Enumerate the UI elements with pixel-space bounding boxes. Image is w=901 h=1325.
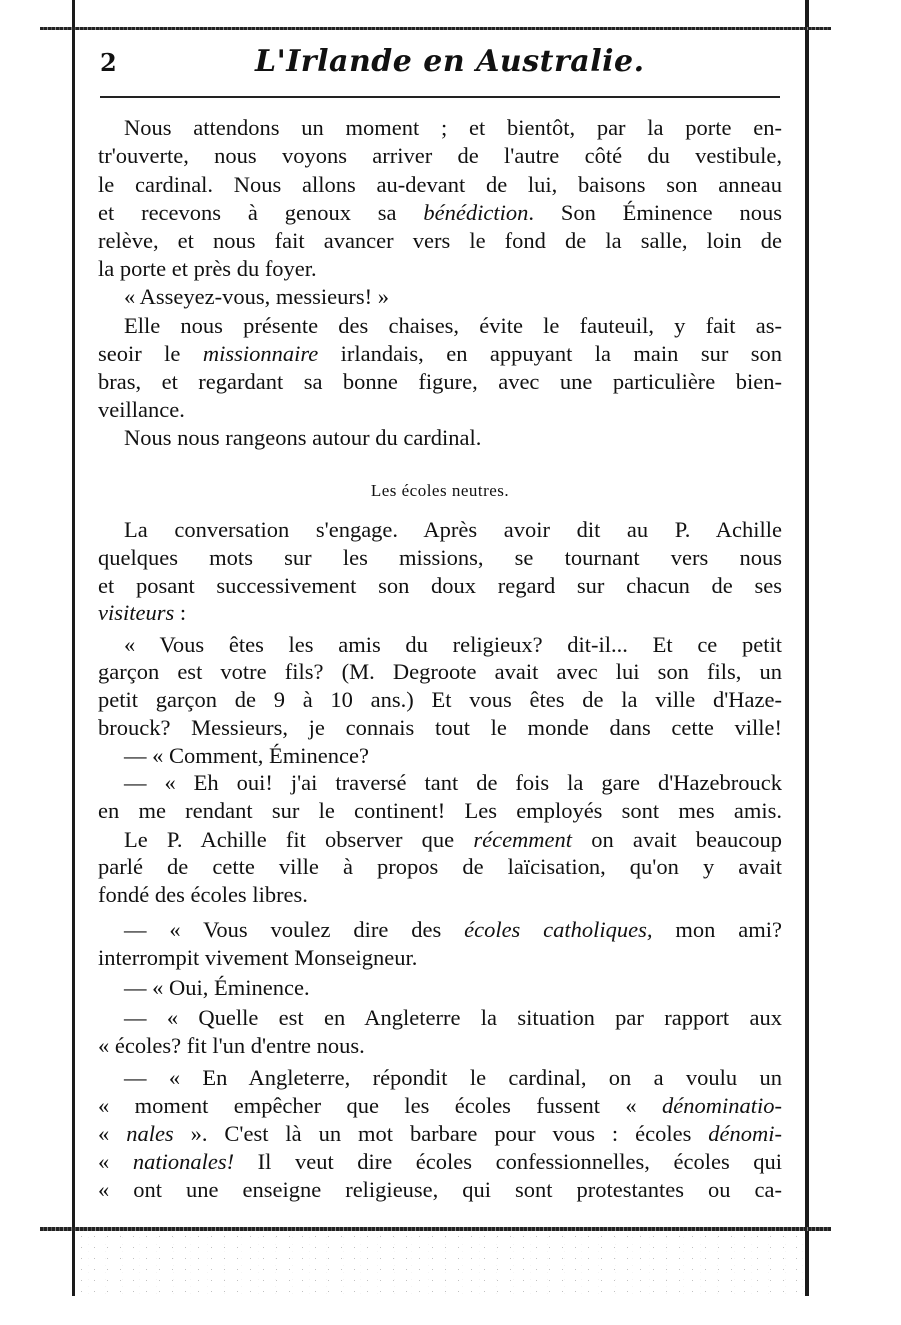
text-line: fondé des écoles libres. bbox=[98, 882, 308, 907]
header-rule bbox=[100, 96, 780, 98]
italic-text: nationales! bbox=[132, 1149, 235, 1174]
text-line: Nous nous rangeons autour du cardinal. bbox=[124, 425, 482, 450]
text-run: et recevons à genoux sa bbox=[98, 200, 424, 225]
text-run: « bbox=[98, 1121, 127, 1146]
text-line bbox=[98, 1120, 782, 1148]
text-run: irlandais, en appuyant la main sur son bbox=[318, 341, 782, 366]
text-run: « moment empêcher que les écoles fussent « bbox=[98, 1093, 663, 1118]
text-line: « Asseyez-vous, messieurs! » bbox=[124, 284, 389, 309]
text-run: — « Vous voulez dire des bbox=[124, 917, 465, 942]
italic-text: écoles catholiques, bbox=[464, 917, 653, 942]
text-line bbox=[98, 916, 782, 944]
text-line: le cardinal. Nous allons au-devant de lui, baisons son anneau bbox=[98, 172, 782, 197]
text-line: visiteurs : bbox=[98, 600, 187, 625]
page-frame-left-rule bbox=[72, 0, 75, 1296]
text-run: seoir le bbox=[98, 341, 203, 366]
text-line bbox=[98, 199, 782, 227]
text-line: interrompit vivement Monseigneur. bbox=[98, 945, 418, 970]
text-line: en me rendant sur le continent! Les employés sont mes amis. bbox=[98, 798, 782, 823]
text-line: garçon est votre fils? (M. Degroote avait avec lui son fils, un bbox=[98, 659, 782, 684]
text-run: Le P. Achille fit observer que bbox=[124, 827, 474, 852]
text-line bbox=[98, 1092, 782, 1120]
text-run: Il veut dire écoles confessionnelles, écoles qui bbox=[234, 1149, 783, 1174]
italic-text: missionnaire bbox=[202, 341, 319, 366]
text-line: « Vous êtes les amis du religieux? dit-il... Et ce petit bbox=[124, 632, 782, 657]
italic-text: bénédiction bbox=[423, 200, 529, 225]
italic-text: dénomi- bbox=[708, 1121, 782, 1146]
italic-text: nales bbox=[126, 1121, 174, 1146]
text-run: mon ami? bbox=[652, 917, 783, 942]
text-line: « ont une enseigne religieuse, qui sont protestantes ou ca- bbox=[98, 1177, 782, 1202]
text-line: parlé de cette ville à propos de laïcisation, qu'on y avait bbox=[98, 854, 782, 879]
scan-noise bbox=[75, 1231, 805, 1296]
italic-text: visiteurs bbox=[98, 600, 175, 625]
text-line: La conversation s'engage. Après avoir dit au P. Achille bbox=[124, 517, 782, 542]
text-line: « écoles? fit l'un d'entre nous. bbox=[98, 1033, 365, 1058]
text-line: et posant successivement son doux regard sur chacun de ses bbox=[98, 573, 782, 598]
text-line: brouck? Messieurs, je connais tout le monde dans cette ville! bbox=[98, 715, 782, 740]
text-line: — « Quelle est en Angleterre la situation par rapport aux bbox=[124, 1005, 782, 1030]
section-heading: Les écoles neutres. bbox=[370, 481, 510, 500]
page-number: 2 bbox=[100, 48, 117, 77]
text-run: on avait beaucoup bbox=[572, 827, 782, 852]
text-line: — « Oui, Éminence. bbox=[124, 975, 310, 1000]
text-run: ». C'est là un mot barbare pour vous : écoles bbox=[173, 1121, 709, 1146]
text-line: Elle nous présente des chaises, évite le fauteuil, y fait as- bbox=[124, 313, 782, 338]
text-run: . Son Éminence nous bbox=[528, 200, 782, 225]
text-line: Nous attendons un moment ; et bientôt, par la porte en- bbox=[124, 115, 782, 140]
text-line bbox=[98, 826, 782, 854]
italic-text: récemment bbox=[473, 827, 573, 852]
page-header bbox=[100, 44, 780, 88]
text-line: la porte et près du foyer. bbox=[98, 256, 317, 281]
text-run: « bbox=[98, 1149, 133, 1174]
italic-text: dénominatio- bbox=[662, 1093, 782, 1118]
text-line bbox=[98, 340, 782, 368]
page-frame-top-rule bbox=[40, 27, 831, 30]
text-line: relève, et nous fait avancer vers le fond de la salle, loin de bbox=[98, 228, 782, 253]
text-line bbox=[98, 1148, 782, 1176]
text-line: bras, et regardant sa bonne figure, avec une particulière bien- bbox=[98, 369, 782, 394]
text-line: — « Comment, Éminence? bbox=[124, 743, 369, 768]
page-frame-right-rule bbox=[805, 0, 809, 1296]
text-line: — « En Angleterre, répondit le cardinal, on a voulu un bbox=[124, 1065, 782, 1090]
text-line: petit garçon de 9 à 10 ans.) Et vous êtes de la ville d'Haze- bbox=[98, 687, 782, 712]
text-line: veillance. bbox=[98, 397, 185, 422]
text-line: — « Eh oui! j'ai traversé tant de fois la gare d'Hazebrouck bbox=[124, 770, 782, 795]
text-line: quelques mots sur les missions, se tournant vers nous bbox=[98, 545, 782, 570]
text-line: tr'ouverte, nous voyons arriver de l'autre côté du vestibule, bbox=[98, 143, 782, 168]
running-title: L'Irlande en Australie. bbox=[255, 44, 645, 79]
